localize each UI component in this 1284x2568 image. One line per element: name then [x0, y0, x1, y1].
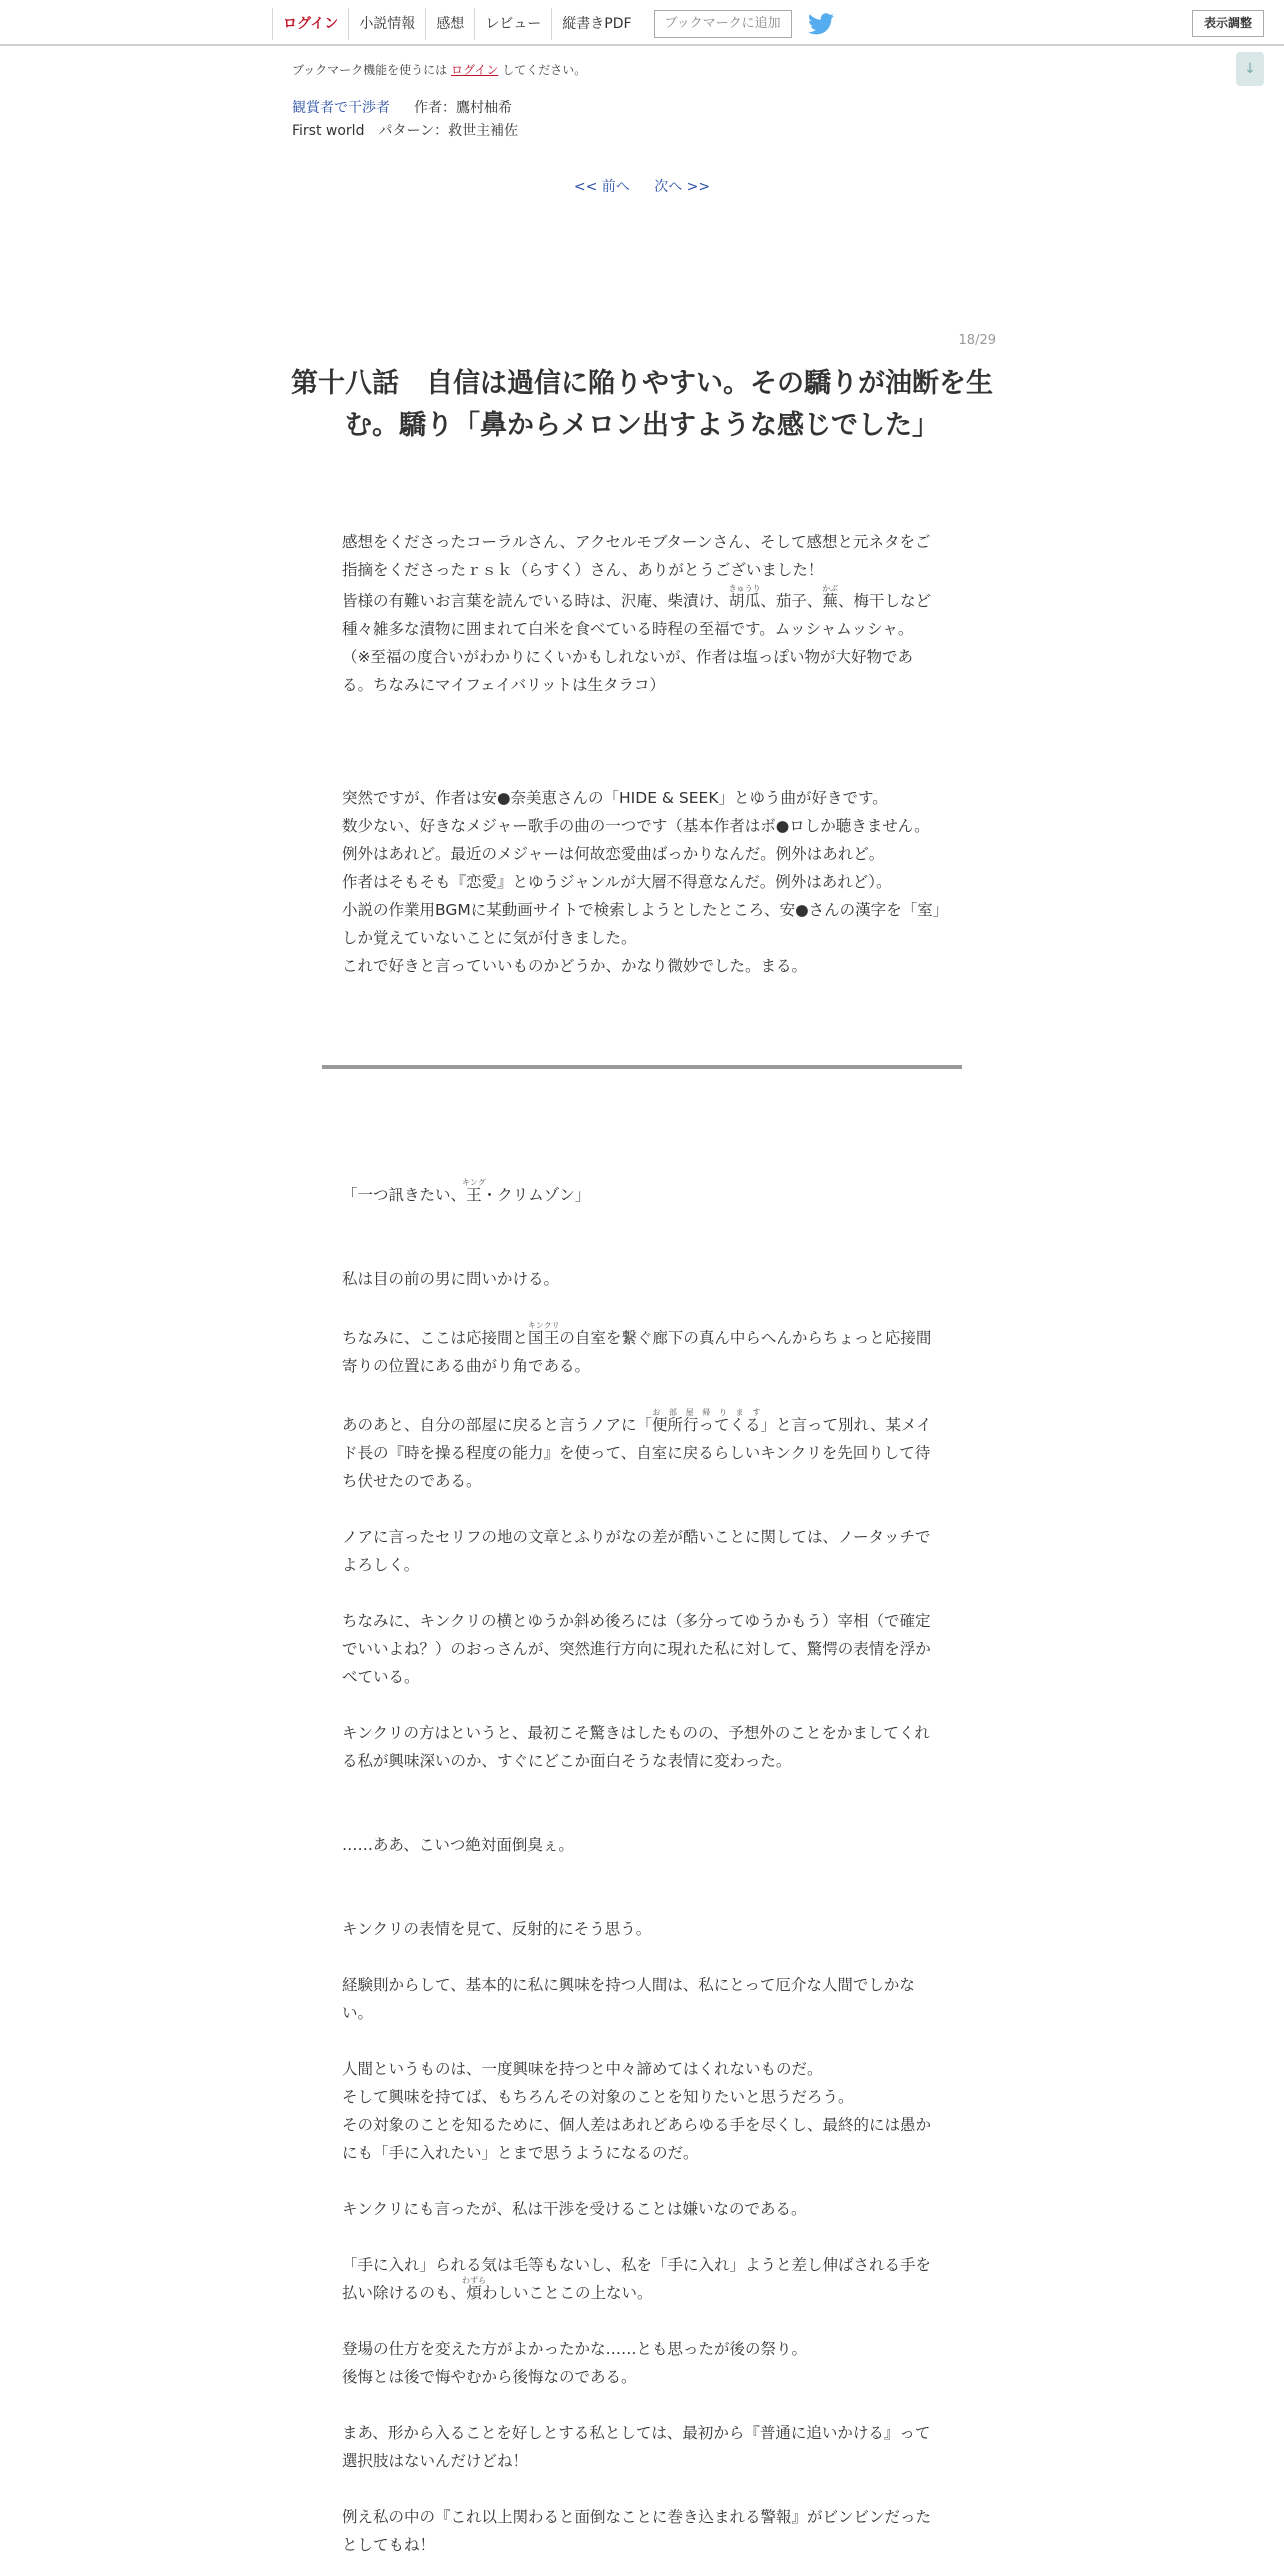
login-link[interactable]: ログイン: [272, 8, 348, 40]
prev-page-link[interactable]: << 前へ: [573, 179, 630, 195]
novel-title-link[interactable]: 観賞者で干渉者: [292, 100, 390, 116]
text-line: ちなみに、ここは応接間と国王キンクリの自室を繋ぐ廊下の真ん中らへんからちょっと応接間寄りの位置にある曲がり角である。: [342, 1321, 932, 1375]
vertical-pdf-link[interactable]: 縦書きPDF: [551, 8, 641, 40]
preface-paragraph: 作者はそもそも『恋愛』とゆうジャンルが大層不得意なんだ。例外はあれど）。: [342, 873, 892, 891]
notice-text-before: ブックマーク機能を使うには: [292, 63, 448, 77]
author-name: 作者：鷹村柚希: [414, 100, 512, 116]
page-count: 18/29: [958, 333, 996, 348]
notice-text-after: してください。: [502, 63, 587, 77]
header-nav: [272, 8, 834, 40]
text-line: 「一つ訊きたい、王キング・クリムゾン」: [342, 1178, 591, 1204]
text-line: 後悔とは後で悔やむから後悔なのである。: [342, 2368, 637, 2386]
preface-paragraph: これで好きと言っていいものかどうか、かなり微妙でした。まる。: [342, 957, 808, 975]
text-line: ちなみに、キンクリの横とゆうか斜め後ろには（多分ってゆうかもう）宰相（で確定でいいよね？）のおっさんが、突然進行方向に現れた私に対して、驚愕の表情を浮かべている。: [342, 1612, 931, 1686]
text-line: 私は目の前の男に問いかける。: [342, 1270, 560, 1288]
section-divider: [322, 1065, 962, 1069]
preface-paragraph: 数少ない、好きなメジャー歌手の曲の一つです（基本作者はボ●ロしか聴きません。例外はあれど。最近のメジャーは何故恋愛曲ばっかりなんだ。例外はあれど。: [342, 817, 930, 863]
text-line: キンクリの表情を見て、反射的にそう思う。: [342, 1920, 652, 1938]
text-line: その対象のことを知るために、個人差はあれどあらゆる手を尽くし、最終的には愚かにも「手に入れたい」とまで思うようになるのだ。: [342, 2116, 932, 2162]
text-line: ……ああ、こいつ絶対面倒臭ぇ。: [342, 1836, 574, 1854]
preface: [342, 528, 942, 699]
display-settings-button[interactable]: 表示調整: [1192, 10, 1264, 37]
text-line: あのあと、自分の部屋に戻ると言うノアに「便所行ってくるお 部 屋 帰 り ま す」と言って別れ、某メイド長の『時を操る程度の能力』を使って、自室に戻るらしいキンクリを先回りして待ち伏せたのである。: [342, 1408, 932, 1490]
next-page-link[interactable]: 次へ >>: [654, 179, 711, 195]
text-line: 登場の仕方を変えた方がよかったかな……とも思ったが後の祭り。: [342, 2340, 808, 2358]
text-line: そして興味を持てば、もちろんその対象のことを知りたいと思うだろう。: [342, 2088, 854, 2106]
text-line: 人間というものは、一度興味を持つと中々諦めてはくれないものだ。: [342, 2060, 823, 2078]
pager: [0, 176, 1284, 196]
review-link[interactable]: レビュー: [474, 8, 551, 40]
novel-meta: [292, 97, 512, 117]
twitter-icon[interactable]: [808, 13, 834, 35]
site-header: [0, 0, 1284, 46]
episode-title: 第十八話 自信は過信に陥りやすい。その驕りが油断を生む。驕り「鼻からメロン出すような感じでした」: [291, 368, 993, 441]
text-line: キンクリの方はというと、最初こそ驚きはしたものの、予想外のことをかましてくれる私が興味深いのか、すぐにどこか面白そうな表情に変わった。: [342, 1724, 930, 1770]
text-line: 「手に入れ」られる気は毛等もないし、私を「手に入れ」ようと差し伸ばされる手を払い除けるのも、煩わずらわしいことこの上ない。: [342, 2256, 932, 2302]
novel-info-link[interactable]: 小説情報: [348, 8, 425, 40]
preface-paragraph: 突然ですが、作者は安●奈美恵さんの「HIDE & SEEK」とゆう曲が好きです。: [342, 789, 888, 807]
bookmark-notice: [292, 61, 586, 78]
preface-paragraph: 皆様の有難いお言葉を読んでいる時は、沢庵、柴漬け、胡瓜きゅうり、茄子、蕪かぶ、梅干しなど種々雑多な漬物に囲まれて白米を食べている時程の至福です。ムッシャムッシャ。: [342, 584, 931, 638]
text-line: 例え私の中の『これ以上関わると面倒なことに巻き込まれる警報』がビンビンだったとしてもね！: [342, 2508, 932, 2554]
preface-paragraph: （※至福の度合いがわかりにくいかもしれないが、作者は塩っぽい物が大好物である。ちなみにマイフェイバリットは生タラコ）: [342, 648, 913, 694]
preface-second: [342, 784, 942, 980]
chapter-title: First world パターン：救世主補佐: [292, 123, 519, 139]
notice-login-link[interactable]: ログイン: [451, 63, 499, 77]
text-line: キンクリにも言ったが、私は干渉を受けることは嫌いなのである。: [342, 2200, 807, 2218]
impression-link[interactable]: 感想: [425, 8, 474, 40]
text-line: 経験則からして、基本的に私に興味を持つ人間は、私にとって厄介な人間でしかない。: [342, 1976, 915, 2022]
down-arrow-icon[interactable]: ↓: [1236, 52, 1264, 86]
add-bookmark-button[interactable]: ブックマークに追加: [654, 10, 792, 38]
text-line: まあ、形から入ることを好しとする私としては、最初から『普通に追いかける』って選択肢はないんだけどね！: [342, 2424, 931, 2470]
text-line: ノアに言ったセリフの地の文章とふりがなの差が酷いことに関しては、ノータッチでよろしく。: [342, 1528, 931, 1574]
main-text: [342, 1178, 942, 2559]
preface-paragraph: 感想をくださったコーラルさん、アクセルモブターンさん、そして感想と元ネタをご指摘をくださったｒｓｋ（らすく）さん、ありがとうございました！: [342, 533, 931, 579]
preface-paragraph: 小説の作業用BGMに某動画サイトで検索しようとしたところ、安●さんの漢字を「室」しか覚えていないことに気が付きました。: [342, 901, 941, 947]
